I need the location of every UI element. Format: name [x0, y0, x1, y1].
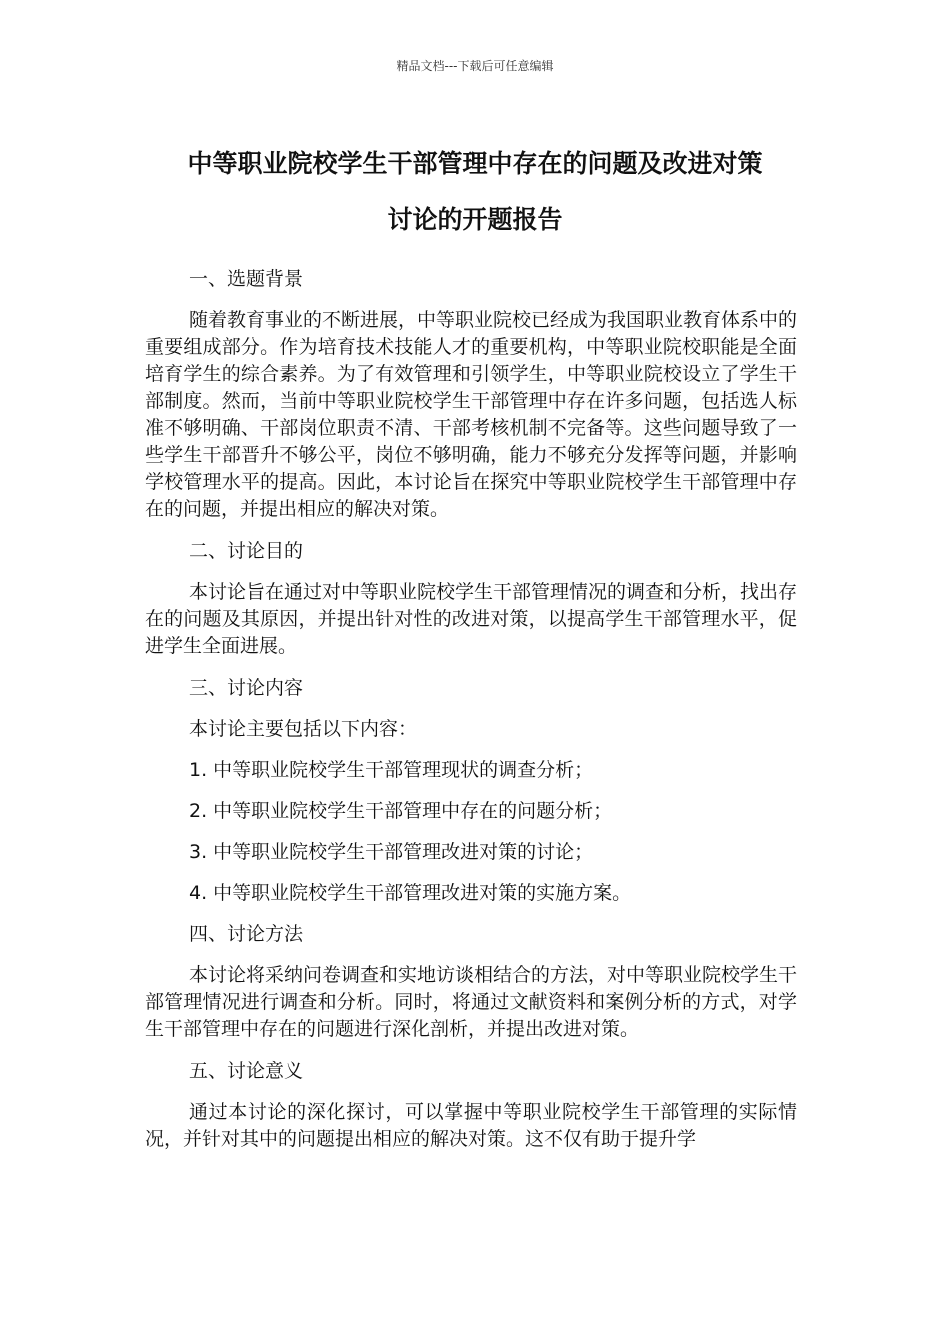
paragraph-method: 本讨论将采纳问卷调查和实地访谈相结合的方法，对中等职业院校学生干部管理情况进行调查和分析。同时，将通过文献资料和案例分析的方式，对学生干部管理中存在的问题进行深化剖析，并提出改进对策。 [145, 964, 798, 1040]
paragraph-significance: 通过本讨论的深化探讨，可以掌握中等职业院校学生干部管理的实际情况，并针对其中的问题提出相应的解决对策。这不仅有助于提升学 [145, 1101, 797, 1150]
document-title-line-2: 讨论的开题报告 [387, 205, 563, 234]
section-heading-content: 三、讨论内容 [189, 677, 304, 699]
page-header-note: 精品文档---下载后可任意编辑 [396, 59, 554, 73]
section-heading-purpose: 二、讨论目的 [189, 540, 304, 562]
section-heading-method: 四、讨论方法 [189, 923, 304, 945]
paragraph-purpose: 本讨论旨在通过对中等职业院校学生干部管理情况的调查和分析，找出存在的问题及其原因，并提出针对性的改进对策，以提高学生干部管理水平，促进学生全面进展。 [145, 581, 798, 657]
list-item: 2. 中等职业院校学生干部管理中存在的问题分析； [189, 800, 613, 822]
list-item: 4. 中等职业院校学生干部管理改进对策的实施方案。 [189, 882, 632, 904]
document-title-line-1: 中等职业院校学生干部管理中存在的问题及改进对策 [187, 149, 763, 178]
paragraph-content-intro: 本讨论主要包括以下内容： [189, 718, 418, 740]
section-heading-background: 一、选题背景 [189, 268, 304, 290]
list-item: 1. 中等职业院校学生干部管理现状的调查分析； [189, 759, 594, 781]
section-heading-significance: 五、讨论意义 [189, 1060, 304, 1082]
list-item: 3. 中等职业院校学生干部管理改进对策的讨论； [189, 841, 594, 863]
document-body [145, 266, 797, 1153]
paragraph-background: 随着教育事业的不断进展，中等职业院校已经成为我国职业教育体系中的重要组成部分。作为培育技术技能人才的重要机构，中等职业院校职能是全面培育学生的综合素养。为了有效管理和引领学生，中等职业院校设立了学生干部制度。然而，当前中等职业院校学生干部管理中存在许多问题，包括选人标准不够明确、干部岗位职责不清、干部考核机制不完备等。这些问题导致了一些学生干部晋升不够公平，岗位不够明确，能力不够充分发挥等问题，并影响学校管理水平的提高。因此，本讨论旨在探究中等职业院校学生干部管理中存在的问题，并提出相应的解决对策。 [145, 309, 798, 520]
document-title [120, 136, 830, 248]
